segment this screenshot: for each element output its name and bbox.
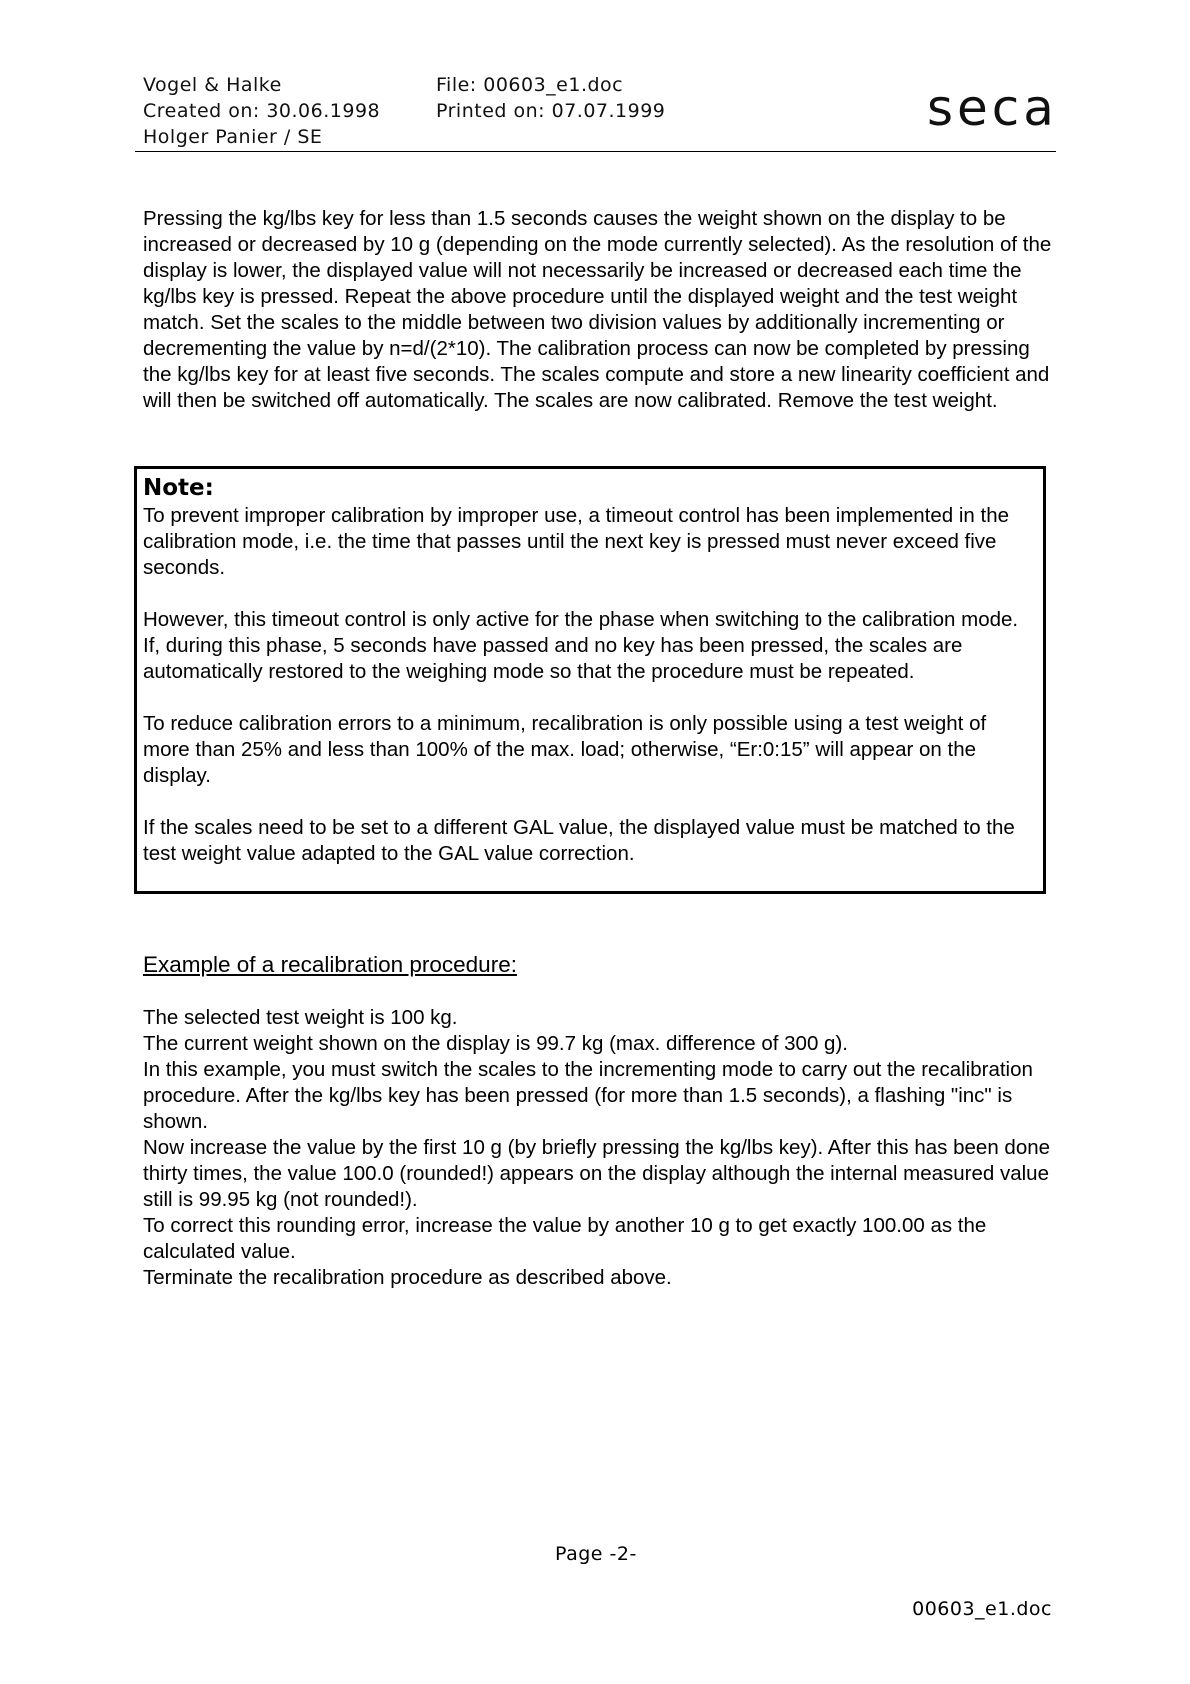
note-box [134,466,1046,894]
seca-logo: seca [927,79,1058,137]
note-paragraph-gal: If the scales need to be set to a different GAL value, the displayed value must be matched to the test weight value adapted to the GAL value correction. [143,816,1015,865]
file-name: File: 00603_e1.doc [436,74,624,96]
example-body [143,1005,1058,1291]
note-title: Note: [143,475,214,501]
note-paragraph-errors: To reduce calibration errors to a minimum, recalibration is only possible using a test weight of more than 25% and less than 100% of the max. load; otherwise, “Er:0:15” will appear on the display. [143,712,987,787]
intro-paragraph: Pressing the kg/lbs key for less than 1.5 seconds causes the weight shown on the display to be increased or decreased by 10 g (depending on the mode currently selected). As the resolution of the display is lower, the displayed value will not necessarily be increased or decreased each time the kg/lbs key is pressed. Repeat the above procedure until the displayed weight and the test weight match. Set the scales to the middle between two division values by additionally incrementing or decrementing the value by n=d/(2*10). The calibration process can now be completed by pressing the kg/lbs key for at least five seconds. The scales compute and store a new linearity coefficient and will then be switched off automatically. The scales are now calibrated. Remove the test weight. [143,207,1052,412]
example-line: Now increase the value by the first 10 g (by briefly pressing the kg/lbs key). After this has been done thirty times, the value 100.0 (rounded!) appears on the display although the internal measured value still is 99.95 kg (not rounded!). [143,1136,1051,1211]
created-date: Created on: 30.06.1998 [143,100,381,122]
example-line: In this example, you must switch the scales to the incrementing mode to carry out the recalibration procedure. After the kg/lbs key has been pressed (for more than 1.5 seconds), a flashing "inc" is shown. [143,1058,1033,1133]
footer-file-name: 00603_e1.doc [912,1598,1052,1620]
note-paragraph-timeout: To prevent improper calibration by improper use, a timeout control has been implemented in the calibration mode, i.e. the time that passes until the next key is pressed must never exceed five seconds. [143,504,1010,579]
author: Holger Panier / SE [143,126,323,148]
company-name: Vogel & Halke [143,74,282,96]
page-number: Page -2- [555,1543,637,1565]
note-paragraph-restore: If, during this phase, 5 seconds have passed and no key has been pressed, the scales are automatically restored to the weighing mode so that the procedure must be repeated. [143,634,963,683]
example-line: The selected test weight is 100 kg. [143,1006,458,1029]
example-heading: Example of a recalibration procedure: [143,952,517,977]
header-middle-block [436,72,665,124]
note-paragraph-phase: However, this timeout control is only active for the phase when switching to the calibration mode. [143,608,1019,631]
example-line: Terminate the recalibration procedure as described above. [143,1266,672,1289]
example-line: To correct this rounding error, increase the value by another 10 g to get exactly 100.00 as the calculated value. [143,1214,987,1263]
header-divider [135,151,1056,152]
header-left-block [143,72,380,150]
example-line: The current weight shown on the display is 99.7 kg (max. difference of 300 g). [143,1032,848,1055]
printed-date: Printed on: 07.07.1999 [436,100,666,122]
